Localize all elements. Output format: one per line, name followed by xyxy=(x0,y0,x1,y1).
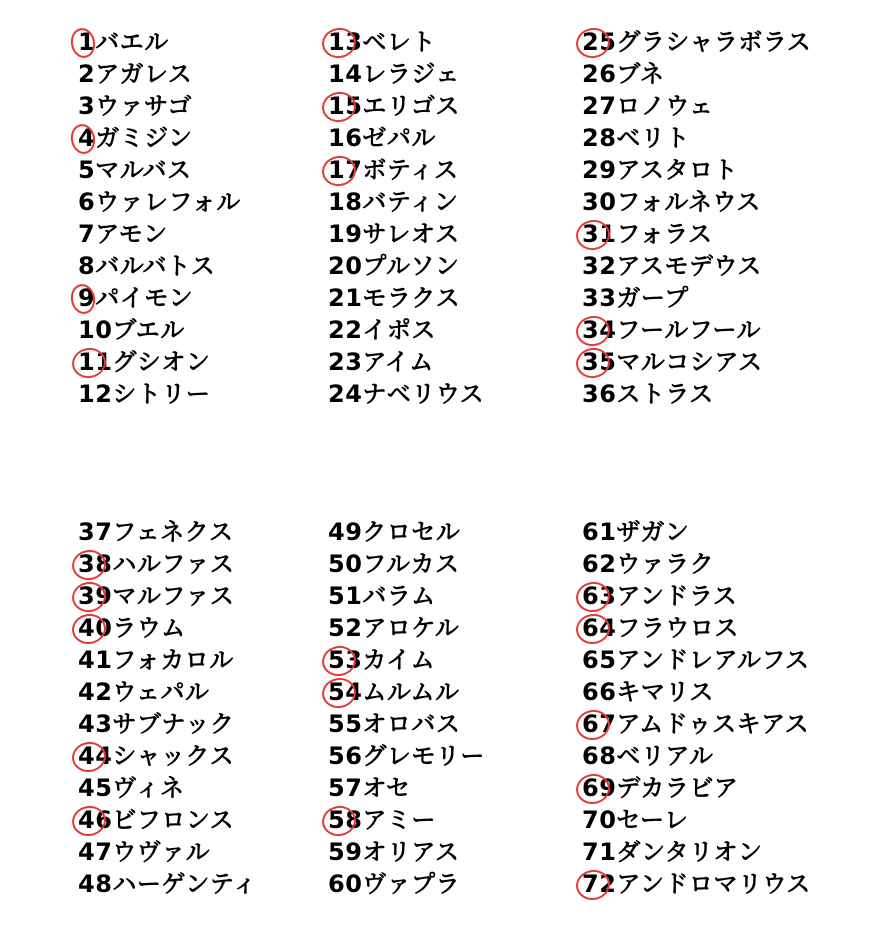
name-list-column-6 xyxy=(582,516,842,900)
list-item xyxy=(328,836,588,868)
entry-name: シャックス xyxy=(112,742,235,770)
entry-number xyxy=(328,868,362,900)
entry-number-text: 11 xyxy=(78,348,113,376)
entry-number xyxy=(328,122,362,154)
entry-number xyxy=(328,612,362,644)
entry-number-text: 24 xyxy=(328,380,363,408)
entry-name: アミー xyxy=(362,806,436,834)
list-item xyxy=(582,250,842,282)
entry-name: アイム xyxy=(362,348,434,376)
entry-name: ダンタリオン xyxy=(616,838,763,866)
list-item xyxy=(582,644,842,676)
entry-number xyxy=(582,708,616,740)
entry-number-text: 13 xyxy=(328,28,363,56)
entry-number-text: 26 xyxy=(582,60,617,88)
list-item xyxy=(328,314,588,346)
entry-number xyxy=(328,676,362,708)
list-item xyxy=(328,676,588,708)
entry-name: シトリー xyxy=(112,380,211,408)
entry-number xyxy=(582,378,616,410)
entry-name: バラム xyxy=(362,582,436,610)
list-item xyxy=(78,836,338,868)
list-item xyxy=(582,868,842,900)
entry-number-text: 50 xyxy=(328,550,363,578)
entry-number xyxy=(582,250,616,282)
entry-number xyxy=(78,26,95,58)
list-item xyxy=(78,548,338,580)
entry-number-text: 22 xyxy=(328,316,363,344)
entry-number xyxy=(78,314,112,346)
entry-number-text: 40 xyxy=(78,614,113,642)
list-item xyxy=(78,580,338,612)
entry-number xyxy=(582,740,616,772)
list-item xyxy=(78,772,338,804)
entry-number xyxy=(78,378,112,410)
entry-number-text: 62 xyxy=(582,550,617,578)
entry-name: ハーゲンティ xyxy=(112,870,258,898)
list-item xyxy=(328,186,588,218)
entry-name: フルカス xyxy=(362,550,460,578)
entry-number-text: 51 xyxy=(328,582,363,610)
entry-number-text: 17 xyxy=(328,156,363,184)
entry-name: フェネクス xyxy=(112,518,234,546)
list-item xyxy=(582,154,842,186)
list-item xyxy=(328,580,588,612)
list-item xyxy=(78,868,338,900)
entry-name: アロケル xyxy=(362,614,460,642)
entry-number-text: 10 xyxy=(78,316,113,344)
list-item xyxy=(328,218,588,250)
entry-number-text: 33 xyxy=(582,284,617,312)
entry-number-text: 20 xyxy=(328,252,363,280)
entry-number xyxy=(582,314,616,346)
list-item xyxy=(328,708,588,740)
entry-number-text: 6 xyxy=(78,188,96,216)
list-item xyxy=(78,612,338,644)
entry-number xyxy=(78,644,112,676)
entry-number xyxy=(328,580,362,612)
list-item xyxy=(78,516,338,548)
entry-number xyxy=(78,868,112,900)
entry-number xyxy=(582,548,616,580)
entry-name: ビフロンス xyxy=(112,806,235,834)
entry-name: アモン xyxy=(95,220,168,248)
entry-number-text: 54 xyxy=(328,678,363,706)
entry-number xyxy=(78,186,95,218)
list-item xyxy=(78,708,338,740)
list-item xyxy=(582,346,842,378)
entry-number xyxy=(582,26,616,58)
list-item xyxy=(78,676,338,708)
entry-number xyxy=(78,58,95,90)
entry-name: ハルファス xyxy=(112,550,235,578)
entry-number-text: 70 xyxy=(582,806,617,834)
list-item xyxy=(328,90,588,122)
entry-name: ベリアル xyxy=(616,742,714,770)
entry-name: イポス xyxy=(362,316,436,344)
entry-name: ブネ xyxy=(616,60,665,88)
entry-number xyxy=(582,804,616,836)
entry-number-text: 21 xyxy=(328,284,363,312)
entry-name: ガミジン xyxy=(95,124,193,152)
entry-number xyxy=(582,90,616,122)
entry-number-text: 32 xyxy=(582,252,617,280)
entry-number-text: 52 xyxy=(328,614,363,642)
entry-number xyxy=(582,58,616,90)
entry-name: プルソン xyxy=(362,252,460,280)
entry-name: ボティス xyxy=(362,156,459,184)
entry-number-text: 37 xyxy=(78,518,113,546)
entry-name: レラジェ xyxy=(362,60,460,88)
entry-number xyxy=(582,346,616,378)
entry-name: サレオス xyxy=(362,220,460,248)
entry-number xyxy=(78,346,112,378)
list-item xyxy=(328,868,588,900)
entry-number xyxy=(328,378,362,410)
entry-number-text: 38 xyxy=(78,550,113,578)
entry-name: セーレ xyxy=(616,806,689,834)
entry-number-text: 16 xyxy=(328,124,363,152)
entry-number xyxy=(328,282,362,314)
entry-number-text: 19 xyxy=(328,220,363,248)
entry-number-text: 44 xyxy=(78,742,113,770)
entry-name: バエル xyxy=(95,28,169,56)
entry-number xyxy=(328,58,362,90)
list-item xyxy=(582,314,842,346)
entry-number-text: 57 xyxy=(328,774,363,802)
list-item xyxy=(78,314,338,346)
entry-number-text: 69 xyxy=(582,774,617,802)
entry-name: マルバス xyxy=(95,156,192,184)
list-item xyxy=(328,644,588,676)
entry-number-text: 55 xyxy=(328,710,363,738)
entry-number xyxy=(328,314,362,346)
entry-number xyxy=(78,612,112,644)
entry-name: バティン xyxy=(362,188,459,216)
entry-number xyxy=(78,516,112,548)
entry-number-text: 56 xyxy=(328,742,363,770)
list-item xyxy=(78,90,338,122)
entry-number-text: 68 xyxy=(582,742,617,770)
list-item xyxy=(328,122,588,154)
entry-number-text: 72 xyxy=(582,870,617,898)
entry-number xyxy=(328,836,362,868)
entry-number-text: 8 xyxy=(78,252,96,280)
list-item xyxy=(328,250,588,282)
list-item xyxy=(78,26,338,58)
entry-number xyxy=(78,90,95,122)
entry-number xyxy=(582,612,616,644)
entry-number-text: 35 xyxy=(582,348,617,376)
entry-number-text: 48 xyxy=(78,870,113,898)
entry-number xyxy=(582,644,616,676)
entry-number xyxy=(328,548,362,580)
list-item xyxy=(328,612,588,644)
entry-number-text: 15 xyxy=(328,92,363,120)
entry-number xyxy=(582,282,616,314)
entry-number-text: 66 xyxy=(582,678,617,706)
list-item xyxy=(582,516,842,548)
entry-name: バルバトス xyxy=(95,252,216,280)
entry-name: ヴァプラ xyxy=(362,870,461,898)
list-item xyxy=(582,708,842,740)
entry-number-text: 41 xyxy=(78,646,113,674)
entry-number xyxy=(78,772,112,804)
entry-number-text: 31 xyxy=(582,220,617,248)
entry-number xyxy=(328,90,362,122)
list-item xyxy=(328,58,588,90)
list-item xyxy=(78,282,338,314)
name-list-column-4 xyxy=(78,516,338,900)
list-item xyxy=(328,548,588,580)
entry-number xyxy=(582,218,616,250)
entry-name: ヴィネ xyxy=(112,774,185,802)
entry-number-text: 43 xyxy=(78,710,113,738)
entry-number-text: 9 xyxy=(78,284,96,312)
entry-name: ゼパル xyxy=(362,124,436,152)
list-item xyxy=(582,58,842,90)
list-item xyxy=(78,218,338,250)
entry-number-text: 59 xyxy=(328,838,363,866)
entry-name: グラシャラボラス xyxy=(616,28,812,56)
entry-number xyxy=(328,772,362,804)
name-list-column-5 xyxy=(328,516,588,900)
entry-name: アンドラス xyxy=(616,582,738,610)
entry-name: ウァレフォル xyxy=(95,188,241,216)
entry-number xyxy=(582,186,616,218)
entry-number-text: 65 xyxy=(582,646,617,674)
entry-name: ガープ xyxy=(616,284,689,312)
list-item xyxy=(328,282,588,314)
entry-name: クロセル xyxy=(362,518,461,546)
list-item xyxy=(78,154,338,186)
entry-number-text: 14 xyxy=(328,60,363,88)
entry-name: ザガン xyxy=(616,518,690,546)
list-item xyxy=(78,378,338,410)
entry-number-text: 42 xyxy=(78,678,113,706)
entry-number xyxy=(78,122,95,154)
entry-number-text: 4 xyxy=(78,124,96,152)
entry-number xyxy=(582,836,616,868)
entry-name: ベリト xyxy=(616,124,690,152)
entry-number xyxy=(582,154,616,186)
entry-name: カイム xyxy=(362,646,436,674)
list-item xyxy=(582,282,842,314)
list-item xyxy=(78,644,338,676)
entry-number xyxy=(328,186,362,218)
entry-name: フォルネウス xyxy=(616,188,761,216)
list-item xyxy=(78,250,338,282)
list-item xyxy=(78,804,338,836)
list-item xyxy=(582,378,842,410)
entry-number xyxy=(582,516,616,548)
entry-name: フールフール xyxy=(616,316,762,344)
list-item xyxy=(582,548,842,580)
entry-number xyxy=(328,346,362,378)
entry-number xyxy=(78,250,95,282)
list-item xyxy=(582,580,842,612)
list-item xyxy=(328,516,588,548)
entry-number xyxy=(78,836,112,868)
entry-number-text: 47 xyxy=(78,838,113,866)
entry-number-text: 39 xyxy=(78,582,113,610)
entry-name: グレモリー xyxy=(362,742,485,770)
entry-name: フォラス xyxy=(616,220,713,248)
entry-number xyxy=(78,804,112,836)
list-item xyxy=(582,612,842,644)
entry-number-text: 23 xyxy=(328,348,363,376)
entry-name: フラウロス xyxy=(616,614,739,642)
entry-name: オリアス xyxy=(362,838,460,866)
entry-number-text: 64 xyxy=(582,614,617,642)
entry-number xyxy=(328,250,362,282)
entry-name: ラウム xyxy=(112,614,186,642)
entry-number-text: 18 xyxy=(328,188,363,216)
entry-number-text: 34 xyxy=(582,316,617,344)
entry-number-text: 71 xyxy=(582,838,617,866)
entry-name: ストラス xyxy=(616,380,714,408)
entry-number-text: 36 xyxy=(582,380,617,408)
entry-number-text: 12 xyxy=(78,380,113,408)
list-item xyxy=(78,186,338,218)
entry-name: アムドゥスキアス xyxy=(616,710,810,738)
name-list-column-3 xyxy=(582,26,842,410)
entry-name: モラクス xyxy=(362,284,461,312)
entry-number xyxy=(582,868,616,900)
entry-name: マルコシアス xyxy=(616,348,763,376)
name-list-column-1 xyxy=(78,26,338,410)
list-item xyxy=(582,836,842,868)
entry-number-text: 67 xyxy=(582,710,617,738)
entry-number xyxy=(78,548,112,580)
entry-number-text: 3 xyxy=(78,92,96,120)
entry-number xyxy=(328,154,362,186)
entry-name: ブエル xyxy=(112,316,185,344)
list-item xyxy=(78,740,338,772)
entry-name: キマリス xyxy=(616,678,714,706)
entry-number xyxy=(78,740,112,772)
entry-name: アスタロト xyxy=(616,156,738,184)
list-item xyxy=(328,804,588,836)
entry-name: アンドレアルフス xyxy=(616,646,810,674)
entry-name: パイモン xyxy=(95,284,194,312)
entry-number xyxy=(328,218,362,250)
entry-number-text: 45 xyxy=(78,774,113,802)
entry-number-text: 49 xyxy=(328,518,363,546)
entry-name: ロノウェ xyxy=(616,92,714,120)
list-item xyxy=(328,772,588,804)
list-item xyxy=(582,26,842,58)
entry-name: オロバス xyxy=(362,710,461,738)
entry-number xyxy=(328,740,362,772)
list-item xyxy=(328,26,588,58)
entry-name: ベレト xyxy=(362,28,436,56)
entry-number-text: 2 xyxy=(78,60,96,88)
entry-name: マルファス xyxy=(112,582,235,610)
entry-number xyxy=(582,676,616,708)
entry-number-text: 28 xyxy=(582,124,617,152)
entry-number-text: 61 xyxy=(582,518,617,546)
list-item xyxy=(328,378,588,410)
entry-number xyxy=(582,772,616,804)
entry-name: ウヴァル xyxy=(112,838,211,866)
entry-name: サブナック xyxy=(112,710,235,738)
entry-name: エリゴス xyxy=(362,92,460,120)
entry-number-text: 58 xyxy=(328,806,363,834)
list-item xyxy=(582,186,842,218)
entry-name: アスモデウス xyxy=(616,252,762,280)
entry-number xyxy=(582,580,616,612)
entry-name: ナベリウス xyxy=(362,380,485,408)
list-item xyxy=(582,740,842,772)
list-item xyxy=(78,122,338,154)
list-item xyxy=(582,772,842,804)
name-list-column-2 xyxy=(328,26,588,410)
entry-number xyxy=(78,676,112,708)
entry-name: アンドロマリウス xyxy=(616,870,811,898)
entry-number-text: 5 xyxy=(78,156,96,184)
list-item xyxy=(582,90,842,122)
entry-name: グシオン xyxy=(112,348,211,376)
entry-number-text: 7 xyxy=(78,220,96,248)
list-item xyxy=(78,346,338,378)
list-item xyxy=(328,154,588,186)
list-item xyxy=(582,804,842,836)
entry-name: オセ xyxy=(362,774,411,802)
entry-name: ムルムル xyxy=(362,678,460,706)
entry-number-text: 27 xyxy=(582,92,617,120)
entry-number-text: 53 xyxy=(328,646,363,674)
entry-number xyxy=(78,708,112,740)
entry-name: アガレス xyxy=(95,60,193,88)
entry-number xyxy=(78,580,112,612)
entry-number-text: 60 xyxy=(328,870,363,898)
list-item xyxy=(582,218,842,250)
list-item xyxy=(328,740,588,772)
list-item xyxy=(582,122,842,154)
entry-number xyxy=(78,154,95,186)
entry-number xyxy=(328,708,362,740)
entry-number-text: 63 xyxy=(582,582,617,610)
entry-number xyxy=(582,122,616,154)
entry-number xyxy=(328,516,362,548)
entry-name: ウァサゴ xyxy=(95,92,193,120)
entry-number xyxy=(78,218,95,250)
entry-number-text: 25 xyxy=(582,28,617,56)
entry-name: ウェパル xyxy=(112,678,210,706)
entry-number xyxy=(328,26,362,58)
entry-name: デカラビア xyxy=(616,774,739,802)
entry-name: フォカロル xyxy=(112,646,234,674)
entry-number xyxy=(328,804,362,836)
entry-number xyxy=(328,644,362,676)
entry-number xyxy=(78,282,95,314)
list-item xyxy=(582,676,842,708)
list-item xyxy=(328,346,588,378)
entry-name: ウァラク xyxy=(616,550,715,578)
entry-number-text: 30 xyxy=(582,188,617,216)
entry-number-text: 1 xyxy=(78,28,96,56)
list-item xyxy=(78,58,338,90)
entry-number-text: 46 xyxy=(78,806,113,834)
entry-number-text: 29 xyxy=(582,156,617,184)
